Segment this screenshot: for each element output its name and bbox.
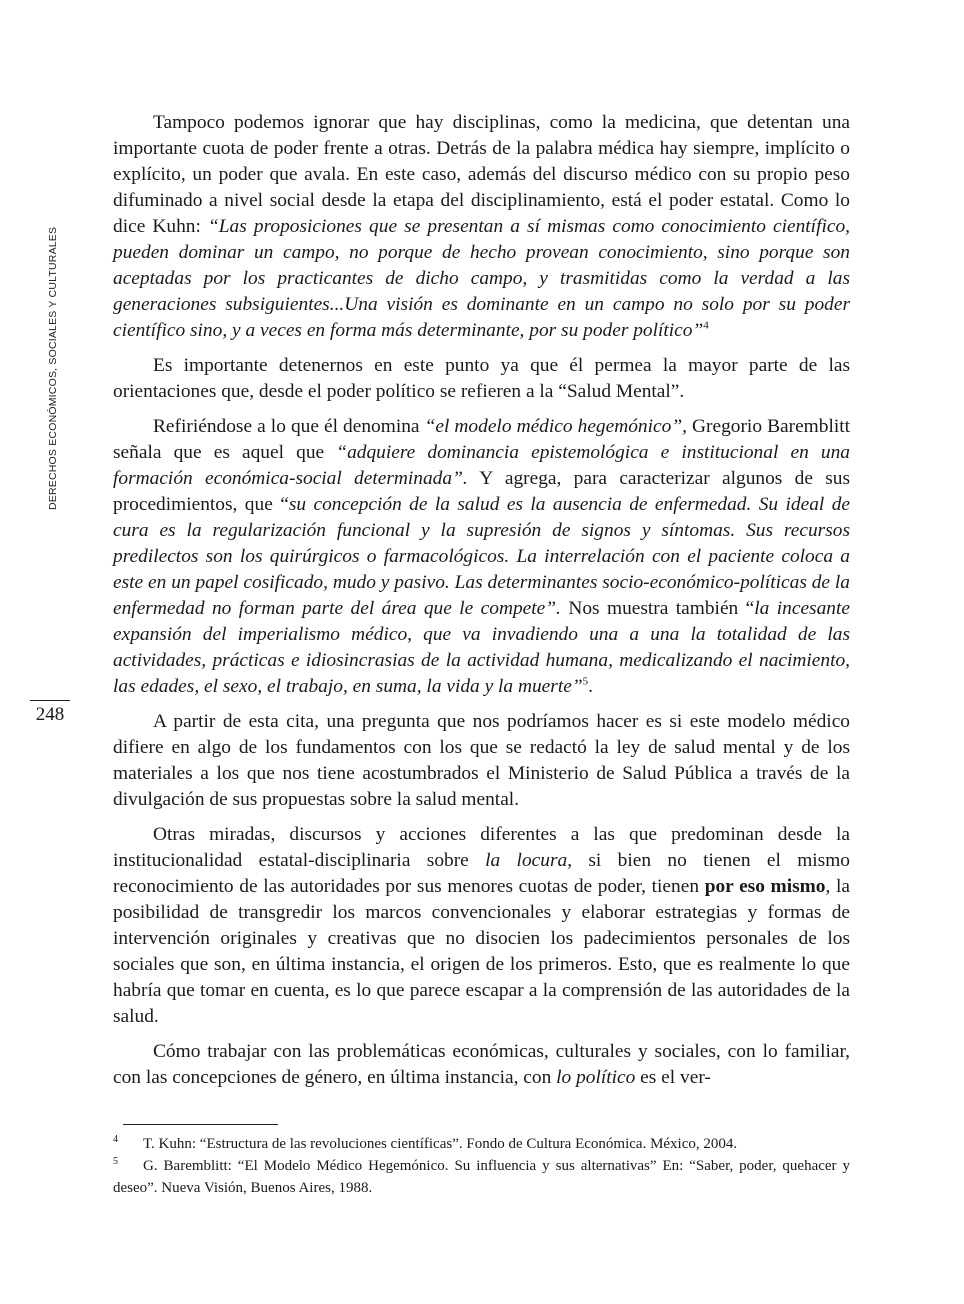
body-text <box>113 110 850 1100</box>
p1-text: Tampoco podemos ignorar que hay disciplinas, como la medicina, que detentan una importante cuota de poder frente a otras. Detrás de la palabra médica hay siempre, implícito o explícito, un poder que avala. En este caso, además del discurso médico con su propio peso difuminado a nivel social desde la etapa del disciplinamiento, está el poder estatal. Como lo dice Kuhn: <box>113 112 850 237</box>
paragraph-5 <box>113 822 850 1030</box>
footnote-4 <box>113 1133 850 1155</box>
footnote-mark: 5 <box>113 1156 118 1167</box>
p6-text-c: es el ver- <box>635 1067 711 1088</box>
p5-text-e: , la posibilidad de transgredir los marcos convencionales y elaborar estrategias y formas de intervención originales y creativas que no disocien los padecimientos personales de los sociales que son, en última instancia, el origen de los primeros. Esto, que es realmente lo que habría que tomar en cuenta, es lo que parece escapar a la comprensión de las autoridades de la salud. <box>113 876 850 1027</box>
p3-italic-h: la incesante expansión del imperialismo médico, que va invadiendo una a una la totalidad de las actividades, prácticas e idiosincrasias de la actividad humana, medicalizando el nacimiento, las edades, el sexo, el trabajo, en suma, la vida y la muerte” <box>113 598 850 697</box>
p5-bold-d: por eso mismo <box>704 876 826 897</box>
footnote-divider <box>123 1124 278 1125</box>
p3-text-g: Nos muestra también “ <box>560 598 755 619</box>
footnote-ref-4: 4 <box>703 319 709 332</box>
footnote-text: G. Baremblitt: “El Modelo Médico Hegemónico. Su influencia y sus alternativas” En: “Saber, poder, quehacer y deseo”. Nueva Visión, Buenos Aires, 1988. <box>113 1158 850 1196</box>
page-number: 248 <box>30 700 70 726</box>
paragraph-1 <box>113 110 850 344</box>
footnote-ref-5: 5 <box>582 675 589 688</box>
footnotes <box>113 1124 850 1199</box>
footnote-mark: 4 <box>113 1134 118 1145</box>
p5-italic-b: la locura <box>485 850 568 871</box>
p3-text-a: Refiriéndose a lo que él denomina <box>153 416 425 437</box>
p5-text-c: , si bien no tienen el mismo reconocimiento de las autoridades por sus menores cuotas de poder, tienen <box>113 850 850 897</box>
p6-text-a: Cómo trabajar con las problemáticas económicas, culturales y sociales, con lo familiar, con las concepciones de género, en última instancia, con <box>113 1041 850 1088</box>
paragraph-4: A partir de esta cita, una pregunta que nos podríamos hacer es si este modelo médico difiere en algo de los fundamentos con los que se redactó la ley de salud mental y de los materiales a los que nos tiene acostumbrados el Ministerio de Salud Pública a través de la divulgación de sus propuestas sobre la salud mental. <box>113 711 850 810</box>
p3-text-i: . <box>588 676 593 697</box>
p3-italic-b: “el modelo médico hegemónico”, <box>424 416 687 437</box>
kuhn-quote: “Las proposiciones que se presentan a sí mismas como conocimiento científico, pueden dominar un campo, no porque de hecho provean conocimiento, sino porque son aceptadas por los practicantes de dicho campo, y trasmitidas como la verdad a las generaciones subsiguientes...Una visión es dominante en un campo no solo por su poder científico sino, y a veces en forma más determinante, por su poder político” <box>113 216 850 341</box>
paragraph-6 <box>113 1039 850 1091</box>
paragraph-2: Es importante detenernos en este punto ya que él permea la mayor parte de las orientaciones que, desde el poder político se refieren a la “Salud Mental”. <box>113 355 850 402</box>
p6-italic-b: lo político <box>556 1067 636 1088</box>
p3-text-c: Gregorio Baremblitt señala que es aquel que <box>113 416 851 463</box>
running-header: DERECHOS ECONÓMICOS, SOCIALES Y CULTURALES <box>47 226 59 510</box>
footnote-text: T. Kuhn: “Estructura de las revoluciones científicas”. Fondo de Cultura Económica. México, 2004. <box>143 1136 738 1152</box>
footnote-5 <box>113 1155 850 1199</box>
p3-italic-d: “adquiere dominancia epistemológica e institucional en una formación económica-social determinada”. <box>113 442 850 489</box>
p3-italic-f: su concepción de la salud es la ausencia de enfermedad. Su ideal de cura es la regularización funcional y la supresión de signos y síntomas. Sus recursos predilectos son los quirúrgicos o farmacológicos. La interrelación con el paciente coloca a este en un papel cosificado, mudo y pasivo. Las determinantes socio-económico-políticas de la enfermedad no forman parte del área que le compete”. <box>113 494 850 619</box>
p5-text-a: Otras miradas, discursos y acciones diferentes a las que predominan desde la institucionalidad estatal-disciplinaria sobre <box>113 824 850 871</box>
p3-text-e: Y agrega, para caracterizar algunos de sus procedimientos, que “ <box>113 468 850 515</box>
paragraph-3 <box>113 414 850 700</box>
